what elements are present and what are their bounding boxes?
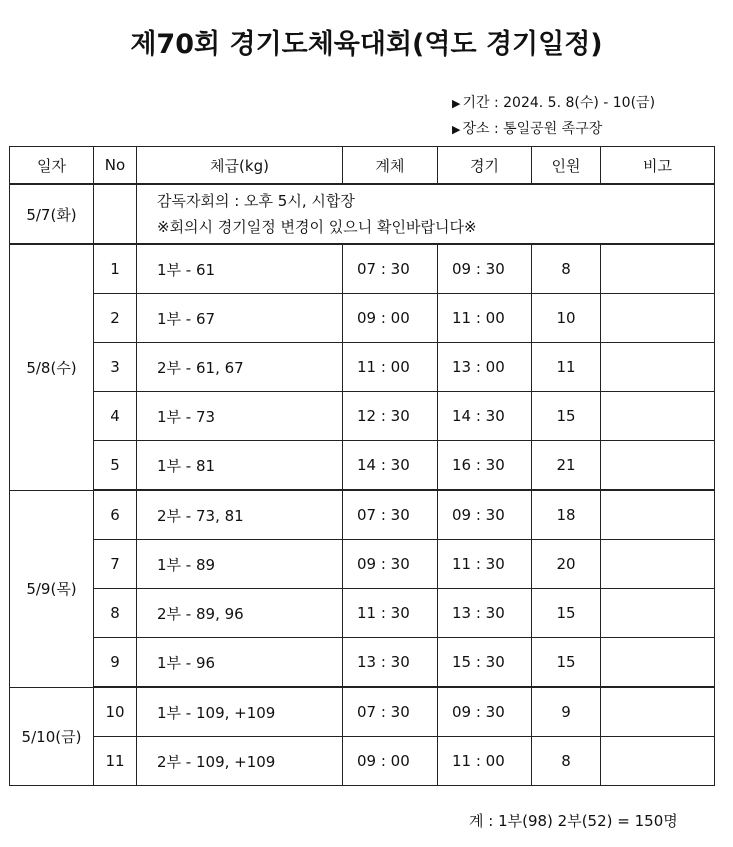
row-weigh-in: 09 : 30 (343, 540, 438, 589)
row-no: 7 (94, 540, 137, 589)
row-weigh-in: 11 : 30 (343, 589, 438, 638)
row-start: 11 : 00 (438, 737, 532, 786)
table-row (10, 244, 715, 294)
row-no: 10 (94, 687, 137, 737)
row-class: 1부 - 109, +109 (137, 687, 343, 737)
row-note (601, 294, 715, 343)
group-date: 5/9(목) (10, 490, 94, 687)
row-class: 2부 - 89, 96 (137, 589, 343, 638)
row-start: 09 : 30 (438, 490, 532, 540)
row-count: 9 (532, 687, 601, 737)
row-weigh-in: 11 : 00 (343, 343, 438, 392)
table-row (10, 441, 715, 491)
group-date: 5/10(금) (10, 687, 94, 786)
row-count: 11 (532, 343, 601, 392)
notice-cell (137, 184, 715, 244)
table-row (10, 687, 715, 737)
row-no: 3 (94, 343, 137, 392)
row-no: 8 (94, 589, 137, 638)
table-row (10, 638, 715, 688)
row-no: 1 (94, 244, 137, 294)
row-weigh-in: 07 : 30 (343, 244, 438, 294)
row-note (601, 540, 715, 589)
header-date: 일자 (10, 147, 94, 185)
row-start: 09 : 30 (438, 687, 532, 737)
row-weigh-in: 14 : 30 (343, 441, 438, 491)
row-count: 8 (532, 244, 601, 294)
table-row (10, 294, 715, 343)
row-start: 11 : 00 (438, 294, 532, 343)
header-no: No (94, 147, 137, 185)
schedule-change-notice: ※회의시 경기일정 변경이 있으니 확인바랍니다※ (157, 218, 477, 236)
table-header-row (10, 147, 715, 185)
row-no: 5 (94, 441, 137, 491)
venue-info (452, 118, 602, 138)
venue-text: 장소 : 통일공원 족구장 (462, 121, 603, 137)
row-class: 1부 - 73 (137, 392, 343, 441)
header-weigh-in: 계체 (343, 147, 438, 185)
notice-row (10, 184, 715, 244)
row-start: 13 : 00 (438, 343, 532, 392)
row-note (601, 589, 715, 638)
row-note (601, 687, 715, 737)
row-note (601, 638, 715, 688)
page-title: 제70회 경기도체육대회(역도 경기일정) (130, 29, 603, 60)
row-class: 1부 - 89 (137, 540, 343, 589)
row-weigh-in: 07 : 30 (343, 490, 438, 540)
row-no: 11 (94, 737, 137, 786)
period-info (452, 92, 655, 112)
row-no: 2 (94, 294, 137, 343)
notice-date: 5/7(화) (10, 184, 94, 244)
row-no: 9 (94, 638, 137, 688)
table-row (10, 540, 715, 589)
row-note (601, 441, 715, 491)
header-count: 인원 (532, 147, 601, 185)
header-remarks: 비고 (601, 147, 715, 185)
header-weight-class: 체급(kg) (137, 147, 343, 185)
row-count: 15 (532, 638, 601, 688)
row-start: 15 : 30 (438, 638, 532, 688)
row-note (601, 343, 715, 392)
row-weigh-in: 09 : 00 (343, 737, 438, 786)
row-count: 15 (532, 392, 601, 441)
row-note (601, 737, 715, 786)
row-count: 20 (532, 540, 601, 589)
group-date: 5/8(수) (10, 244, 94, 490)
period-text: 기간 : 2024. 5. 8(수) - 10(금) (462, 95, 656, 111)
row-class: 2부 - 61, 67 (137, 343, 343, 392)
row-note (601, 392, 715, 441)
row-note (601, 490, 715, 540)
table-row (10, 343, 715, 392)
row-count: 15 (532, 589, 601, 638)
managers-meeting-text: 감독자회의 : 오후 5시, 시합장 (157, 192, 355, 210)
row-weigh-in: 12 : 30 (343, 392, 438, 441)
row-start: 14 : 30 (438, 392, 532, 441)
triangle-marker-icon: ▶ (452, 97, 461, 110)
row-class: 1부 - 81 (137, 441, 343, 491)
row-count: 10 (532, 294, 601, 343)
row-weigh-in: 13 : 30 (343, 638, 438, 688)
row-class: 1부 - 67 (137, 294, 343, 343)
row-count: 18 (532, 490, 601, 540)
header-competition: 경기 (438, 147, 532, 185)
table-row (10, 392, 715, 441)
triangle-marker-icon: ▶ (452, 123, 461, 136)
row-no: 6 (94, 490, 137, 540)
row-count: 21 (532, 441, 601, 491)
row-weigh-in: 09 : 00 (343, 294, 438, 343)
notice-empty-cell (94, 184, 137, 244)
row-note (601, 244, 715, 294)
row-start: 13 : 30 (438, 589, 532, 638)
row-class: 1부 - 96 (137, 638, 343, 688)
row-class: 2부 - 109, +109 (137, 737, 343, 786)
schedule-table (9, 146, 715, 786)
row-class: 2부 - 73, 81 (137, 490, 343, 540)
total-summary: 계 : 1부(98) 2부(52) = 150명 (469, 812, 678, 830)
table-row (10, 490, 715, 540)
row-start: 11 : 30 (438, 540, 532, 589)
table-row (10, 589, 715, 638)
row-class: 1부 - 61 (137, 244, 343, 294)
row-weigh-in: 07 : 30 (343, 687, 438, 737)
table-row (10, 737, 715, 786)
row-count: 8 (532, 737, 601, 786)
row-no: 4 (94, 392, 137, 441)
row-start: 09 : 30 (438, 244, 532, 294)
row-start: 16 : 30 (438, 441, 532, 491)
